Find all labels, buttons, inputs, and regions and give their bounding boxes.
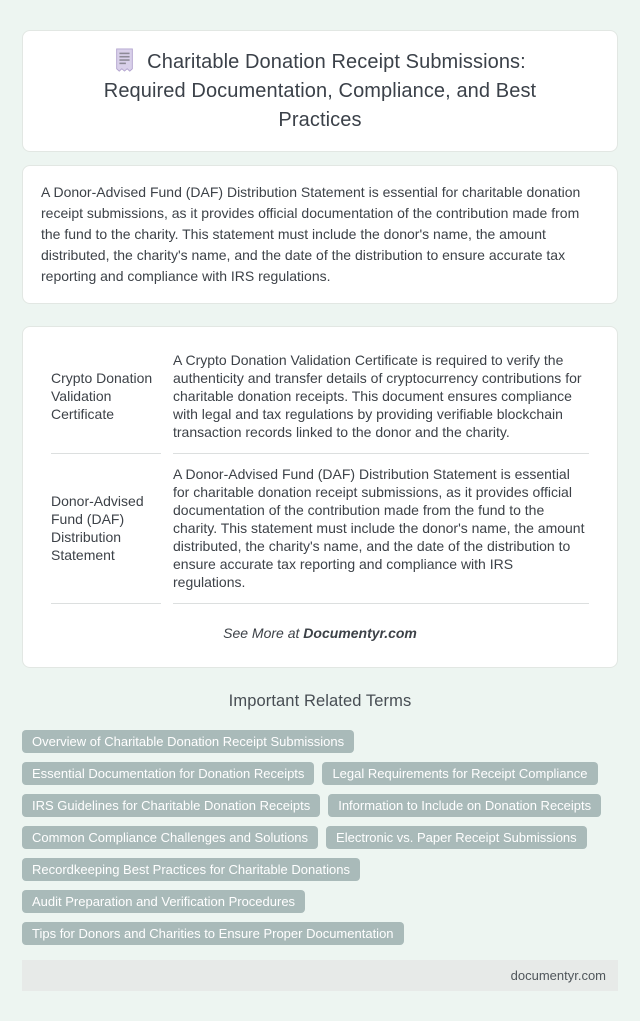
title-card — [22, 30, 618, 152]
related-term-chip[interactable]: Electronic vs. Paper Receipt Submissions — [326, 826, 587, 849]
summary-card — [22, 165, 618, 304]
document-term: Crypto Donation Validation Certificate — [51, 340, 161, 454]
related-term-chip[interactable]: Overview of Charitable Donation Receipt Submissions — [22, 730, 354, 753]
site-footer — [22, 960, 618, 991]
related-term-chip[interactable]: Information to Include on Donation Receipts — [328, 794, 601, 817]
document-term: Donor-Advised Fund (DAF) Distribution Statement — [51, 454, 161, 604]
page-title — [73, 48, 567, 135]
page-title-text: Charitable Donation Receipt Submissions: Required Documentation, Compliance, and Best Practices — [103, 51, 537, 131]
see-more-line — [39, 625, 601, 641]
related-term-chip[interactable]: Essential Documentation for Donation Receipts — [22, 762, 314, 785]
related-terms-heading: Important Related Terms — [228, 692, 412, 710]
see-more-prefix: See More at — [223, 625, 304, 641]
summary-text: A Donor-Advised Fund (DAF) Distribution Statement is essential for charitable donation receipt submissions, as it provides official documentation of the contribution made from the fund to the charity. This statement must include the donor's name, the amount distributed, the charity's name, and the date of the distribution to ensure accurate tax reporting and compliance with IRS regulations. — [41, 184, 581, 284]
document-description: A Donor-Advised Fund (DAF) Distribution Statement is essential for charitable donation receipt submissions, as it provides official documentation of the contribution made from the fund to the charity. This statement must include the donor's name, the amount distributed, the charity's name, and the date of the distribution to ensure accurate tax reporting and compliance with IRS regulations. — [173, 454, 589, 604]
related-terms-list — [22, 730, 618, 945]
see-more-brand-link[interactable]: Documentyr.com — [303, 625, 417, 641]
documents-table — [39, 340, 601, 604]
document-description: A Crypto Donation Validation Certificate is required to verify the authenticity and transfer details of cryptocurrency contributions for charitable donation receipts. This document ensures compliance with legal and tax regulations by providing verifiable blockchain transaction records linked to the donor and the charity. — [173, 340, 589, 454]
related-term-chip[interactable]: Recordkeeping Best Practices for Charitable Donations — [22, 858, 360, 881]
related-term-chip[interactable]: Common Compliance Challenges and Solutions — [22, 826, 318, 849]
related-term-chip[interactable]: Tips for Donors and Charities to Ensure Proper Documentation — [22, 922, 404, 945]
footer-site-name: documentyr.com — [510, 968, 606, 983]
receipt-icon — [114, 48, 135, 72]
related-term-chip[interactable]: Legal Requirements for Receipt Compliance — [322, 762, 597, 785]
related-term-chip[interactable]: IRS Guidelines for Charitable Donation Receipts — [22, 794, 320, 817]
table-row — [51, 454, 589, 604]
documents-card — [22, 326, 618, 668]
related-term-chip[interactable]: Audit Preparation and Verification Procedures — [22, 890, 305, 913]
table-row — [51, 340, 589, 454]
